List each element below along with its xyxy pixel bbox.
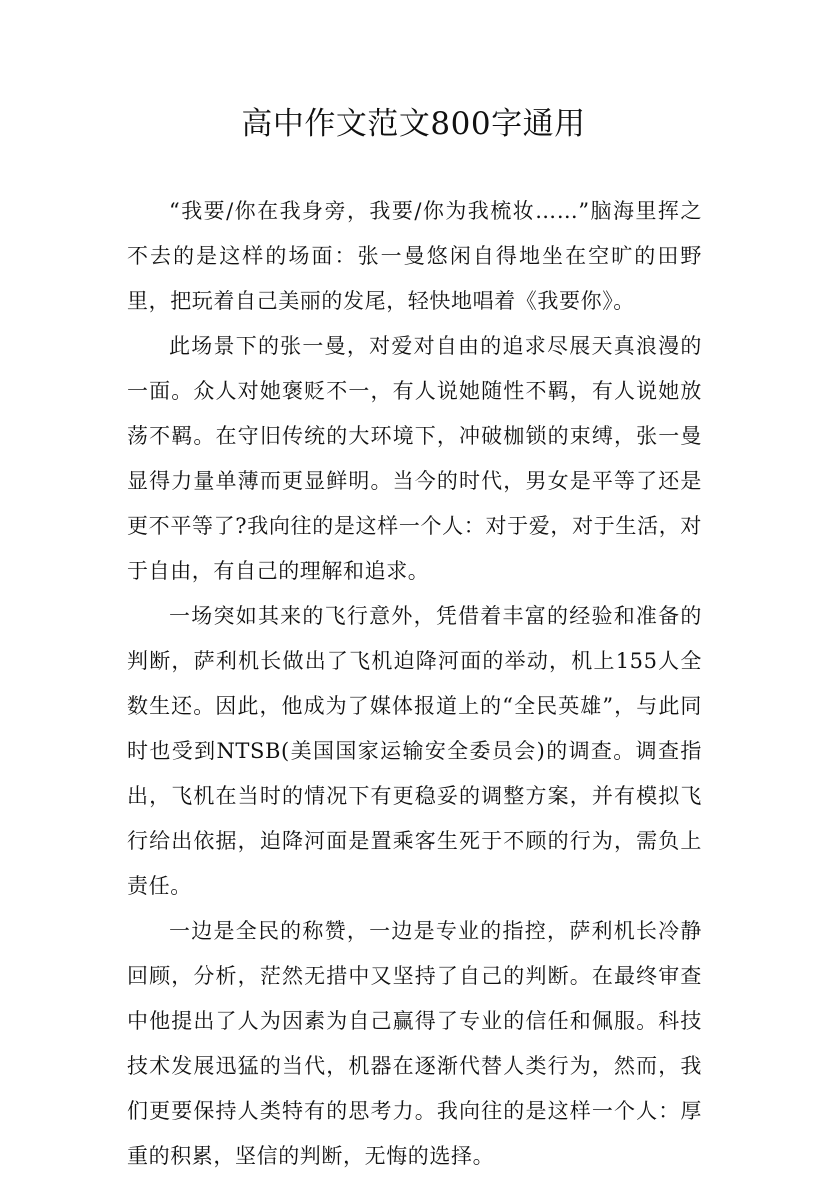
paragraph-1: “我要/你在我身旁，我要/你为我梳妆……”脑海里挥之不去的是这样的场面：张一曼悠闲自得地坐在空旷的田野里，把玩着自己美丽的发尾，轻快地唱着《我要你》。 bbox=[127, 199, 702, 313]
paragraph-3: 一场突如其来的飞行意外，凭借着丰富的经验和准备的判断，萨利机长做出了飞机迫降河面的举动，机上155人全数生还。因此，他成为了媒体报道上的“全民英雄”，与此同时也受到NTSB(美国国家运输安全委员会)的调查。调查指出，飞机在当时的情况下有更稳妥的调整方案，并有模拟飞行给出依据，迫降河面是置乘客生死于不顾的行为，需负上责任。 bbox=[127, 604, 702, 898]
document-title: 高中作文范文800字通用 bbox=[241, 106, 586, 142]
paragraph-2: 此场景下的张一曼，对爱对自由的追求尽展天真浪漫的一面。众人对她褒贬不一，有人说她随性不羁，有人说她放荡不羁。在守旧传统的大环境下，冲破枷锁的束缚，张一曼显得力量单薄而更显鲜明。当今的时代，男女是平等了还是更不平等了?我向往的是这样一个人：对于爱，对于生活，对于自由，有自己的理解和追求。 bbox=[127, 334, 702, 583]
document-body bbox=[127, 189, 702, 1179]
paragraph-4: 一边是全民的称赞，一边是专业的指控，萨利机长冷静回顾，分析，茫然无措中又坚持了自己的判断。在最终审查中他提出了人为因素为自己赢得了专业的信任和佩服。科技技术发展迅猛的当代，机器在逐渐代替人类行为，然而，我们更要保持人类特有的思考力。我向往的是这样一个人：厚重的积累，坚信的判断，无悔的选择。 bbox=[127, 919, 702, 1168]
